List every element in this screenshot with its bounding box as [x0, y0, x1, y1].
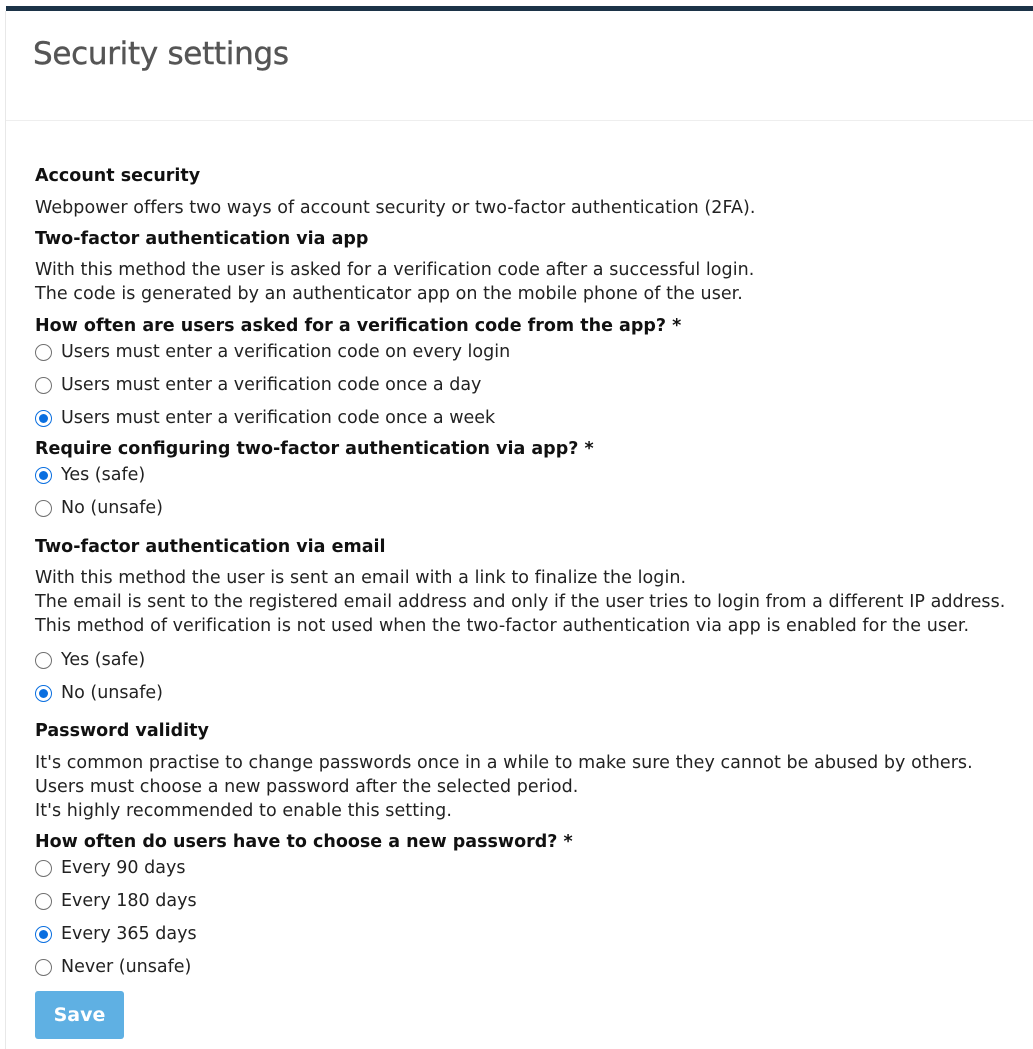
- top-bar: [0, 0, 1033, 12]
- password-validity-heading: Password validity: [35, 721, 209, 741]
- radio-button-checked[interactable]: [35, 685, 52, 702]
- radio-button-checked[interactable]: [35, 926, 52, 943]
- page-title: Security settings: [33, 36, 289, 72]
- radio-button[interactable]: [35, 377, 52, 394]
- email-2fa-heading: Two-factor authentication via email: [35, 537, 386, 557]
- header-divider: [6, 120, 1033, 121]
- password-validity-description-line: It's highly recommended to enable this setting.: [35, 801, 452, 821]
- app-frequency-question: How often are users asked for a verification code from the app? *: [35, 316, 682, 336]
- radio-label: Users must enter a verification code once a week: [61, 408, 496, 428]
- radio-label: Yes (safe): [61, 465, 146, 485]
- radio-label: Every 180 days: [61, 891, 197, 911]
- email-2fa-description-line: This method of verification is not used when the two-factor authentication via app is enabled for the user.: [35, 616, 970, 636]
- password-validity-description-line: It's common practise to change passwords once in a while to make sure they cannot be abused by others.: [35, 753, 973, 773]
- radio-label: No (unsafe): [61, 683, 163, 703]
- radio-button[interactable]: [35, 652, 52, 669]
- radio-button[interactable]: [35, 500, 52, 517]
- radio-button-checked[interactable]: [35, 467, 52, 484]
- radio-label: Every 365 days: [61, 924, 197, 944]
- left-border: [5, 11, 6, 1049]
- radio-button[interactable]: [35, 893, 52, 910]
- app-2fa-description-line: The code is generated by an authenticator app on the mobile phone of the user.: [35, 284, 743, 304]
- app-2fa-heading: Two-factor authentication via app: [35, 229, 369, 249]
- radio-button[interactable]: [35, 959, 52, 976]
- email-2fa-description-line: The email is sent to the registered email address and only if the user tries to login from a different IP address.: [35, 592, 1006, 612]
- account-security-heading: Account security: [35, 166, 201, 186]
- save-button[interactable]: Save: [35, 991, 124, 1039]
- password-validity-description-line: Users must choose a new password after the selected period.: [35, 777, 579, 797]
- require-app-2fa-question: Require configuring two-factor authentication via app? *: [35, 439, 594, 459]
- radio-button-checked[interactable]: [35, 410, 52, 427]
- top-bar-line: [6, 6, 1033, 11]
- radio-button[interactable]: [35, 860, 52, 877]
- radio-label: Every 90 days: [61, 858, 186, 878]
- radio-label: No (unsafe): [61, 498, 163, 518]
- radio-label: Never (unsafe): [61, 957, 192, 977]
- radio-label: Users must enter a verification code once a day: [61, 375, 482, 395]
- radio-label: Yes (safe): [61, 650, 146, 670]
- account-security-description: Webpower offers two ways of account security or two-factor authentication (2FA).: [35, 198, 756, 218]
- email-2fa-description-line: With this method the user is sent an email with a link to finalize the login.: [35, 568, 687, 588]
- radio-button[interactable]: [35, 344, 52, 361]
- password-frequency-question: How often do users have to choose a new password? *: [35, 832, 573, 852]
- radio-label: Users must enter a verification code on every login: [61, 342, 511, 362]
- app-2fa-description-line: With this method the user is asked for a verification code after a successful login.: [35, 260, 755, 280]
